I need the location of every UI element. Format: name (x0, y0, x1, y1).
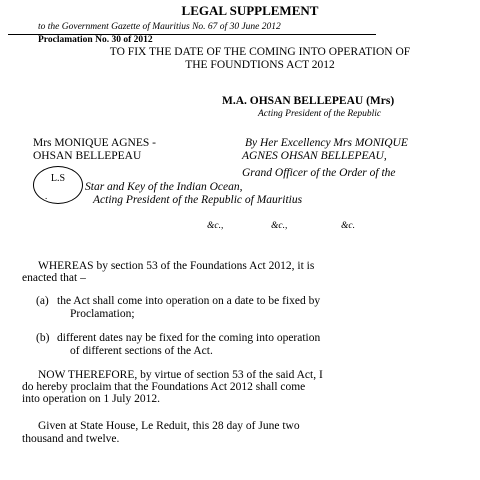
whereas-line-2: enacted that – (22, 272, 86, 284)
excellency-line-1: By Her Excellency Mrs MONIQUE (245, 137, 408, 149)
excellency-line-5: Acting President of the Republic of Mauritius (93, 194, 303, 206)
given-line-2: thousand and twelve. (22, 433, 120, 445)
signatory-role: Acting President of the Republic (258, 109, 382, 119)
left-name-line-2: OHSAN BELLEPEAU (33, 150, 142, 162)
item-a-marker: (a) (36, 295, 49, 307)
supplement-title: LEGAL SUPPLEMENT (181, 3, 319, 18)
proclamation-number: Proclamation No. 30 of 2012 (38, 35, 153, 45)
item-b-line-2: of different sections of the Act. (70, 345, 213, 357)
gazette-reference: to the Government Gazette of Mauritius No. 67 of 30 June 2012 (38, 22, 281, 32)
etc-1: &c., (207, 221, 224, 231)
legal-seal (33, 166, 83, 204)
excellency-line-2: AGNES OHSAN BELLEPEAU, (242, 150, 387, 162)
seal-text: L.S (50, 173, 66, 184)
seal-mark: . (45, 191, 48, 201)
now-therefore-line-1: NOW THEREFORE, by virtue of section 53 of the said Act, I (38, 369, 323, 381)
document-title-line-1: TO FIX THE DATE OF THE COMING INTO OPERATION OF (109, 46, 411, 58)
left-name-line-1: Mrs MONIQUE AGNES - (33, 137, 156, 149)
now-therefore-line-3: into operation on 1 July 2012. (22, 393, 160, 405)
etc-3: &c. (341, 221, 355, 231)
whereas-line-1: WHEREAS by section 53 of the Foundations Act 2012, it is (38, 260, 315, 272)
item-b-marker: (b) (36, 332, 50, 344)
item-b-line-1: different dates nay be fixed for the coming into operation (57, 332, 321, 344)
now-therefore-line-2: do hereby proclaim that the Foundations Act 2012 shall come (22, 381, 306, 393)
item-a-line-2: Proclamation; (70, 308, 135, 320)
document-title-line-2: THE FOUNDTIONS ACT 2012 (185, 59, 335, 71)
given-line-1: Given at State House, Le Reduit, this 28 day of June two (38, 420, 300, 432)
signatory-name: M.A. OHSAN BELLEPEAU (Mrs) (222, 95, 395, 107)
etc-2: &c., (271, 221, 288, 231)
item-a-line-1: the Act shall come into operation on a date to be fixed by (57, 295, 321, 307)
excellency-line-3: Grand Officer of the Order of the (242, 167, 396, 179)
excellency-line-4: Star and Key of the Indian Ocean, (85, 181, 243, 193)
